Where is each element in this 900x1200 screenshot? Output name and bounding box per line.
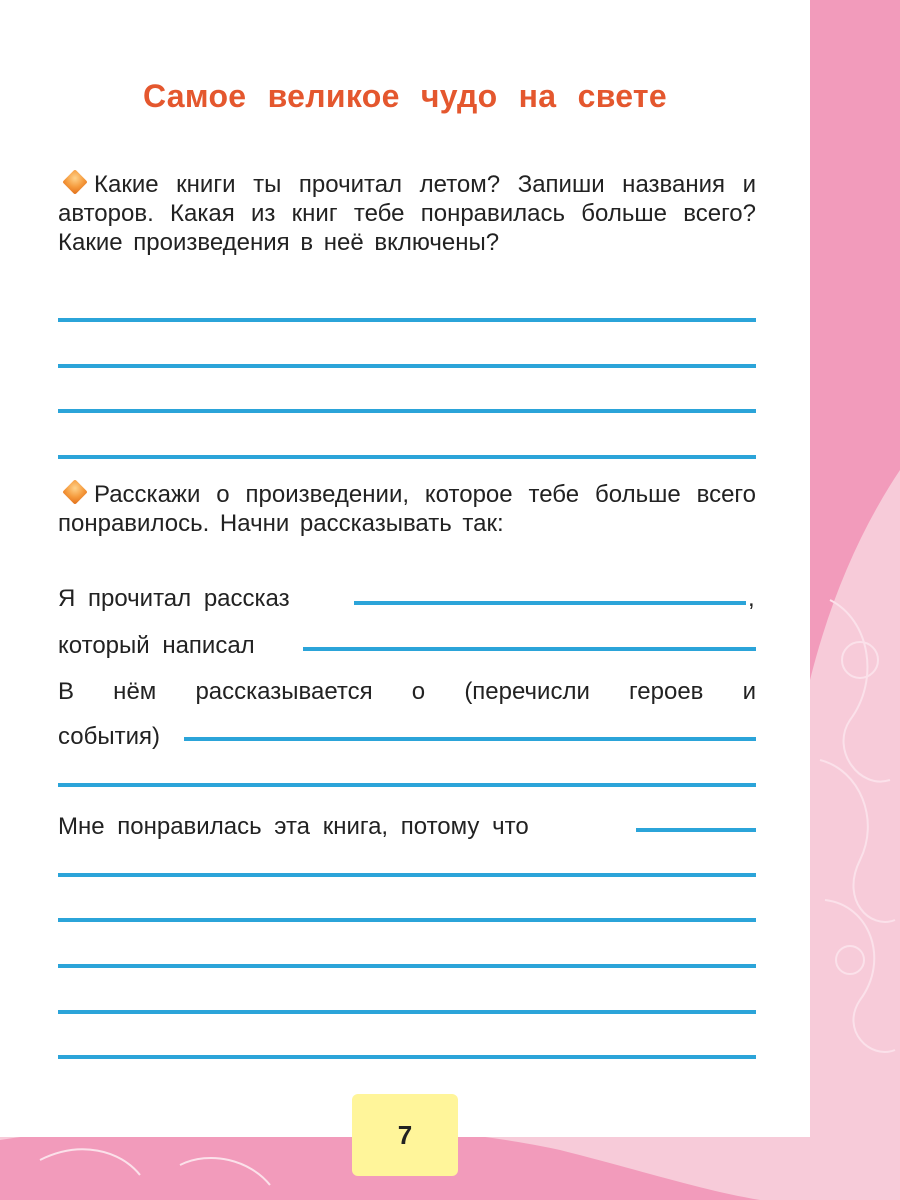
answer-line-4[interactable] xyxy=(58,455,756,459)
prompt-read-story: Я прочитал рассказ xyxy=(58,585,290,612)
answer-line-liked-4[interactable] xyxy=(58,964,756,968)
answer-line-3[interactable] xyxy=(58,409,756,413)
task-1-text: Какие книги ты прочитал летом? Запиши названия и авторов. Какая из книг тебе понравилась больше всего? Какие произведения в неё включены? xyxy=(58,171,756,256)
answer-line-liked-5[interactable] xyxy=(58,1010,756,1014)
task-2 xyxy=(58,480,756,538)
orange-diamond-icon xyxy=(62,169,87,194)
prompt-liked: Мне понравилась эта книга, потому что xyxy=(58,813,529,840)
page-title: Самое великое чудо на свете xyxy=(143,78,667,114)
comma: , xyxy=(748,585,755,612)
answer-line-liked-3[interactable] xyxy=(58,918,756,922)
prompt-about: В нём рассказывается о (перечисли героев и xyxy=(58,678,756,705)
prompt-written-by: который написал xyxy=(58,632,255,659)
answer-line-liked-2[interactable] xyxy=(58,873,756,877)
answer-line-story[interactable] xyxy=(354,601,746,605)
answer-line-1[interactable] xyxy=(58,318,756,322)
prompt-events: события) xyxy=(58,723,160,750)
answer-line-author[interactable] xyxy=(303,647,756,651)
orange-diamond-icon xyxy=(62,479,87,504)
answer-line-2[interactable] xyxy=(58,364,756,368)
page-number: 7 xyxy=(352,1094,458,1176)
answer-line-liked-6[interactable] xyxy=(58,1055,756,1059)
task-2-text: Расскажи о произведении, которое тебе больше всего понравилось. Начни рассказывать так: xyxy=(58,481,756,537)
answer-line-liked[interactable] xyxy=(636,828,756,832)
answer-line-events-2[interactable] xyxy=(58,783,756,787)
task-1 xyxy=(58,170,756,257)
answer-line-events[interactable] xyxy=(184,737,756,741)
